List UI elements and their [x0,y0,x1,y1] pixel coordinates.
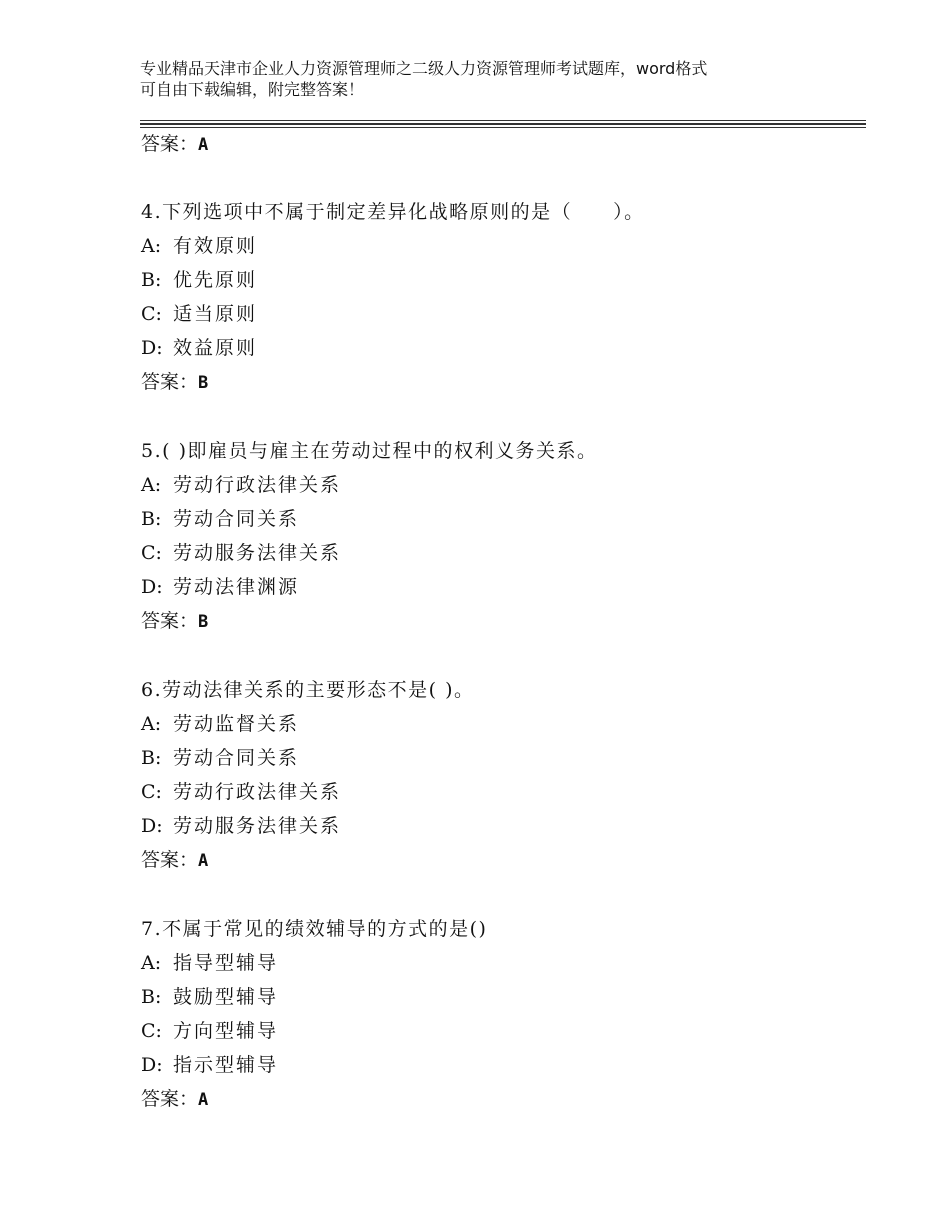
question-5 [141,439,861,643]
option-d [141,1053,861,1087]
option-text: 鼓励型辅导 [173,986,279,1008]
question-answer [141,609,861,643]
answer-label: 答案： [141,1088,199,1110]
option-c [141,302,861,336]
option-key: C: [141,542,162,564]
option-text: 劳动服务法律关系 [173,542,342,564]
option-key: A: [141,235,162,257]
option-a [141,951,861,985]
option-key: B: [141,747,162,769]
option-key: A: [141,713,162,735]
option-c [141,1019,861,1053]
option-key: B: [141,269,162,291]
option-c [141,541,861,575]
option-d [141,336,861,370]
option-a [141,712,861,746]
question-text: 4.下列选项中不属于制定差异化战略原则的是（ ）。 [141,201,645,223]
option-text: 劳动服务法律关系 [173,815,342,837]
option-text: 优先原则 [173,269,258,291]
answer-value: B [198,612,209,632]
question-answer [141,370,861,404]
header-line-1: 专业精品天津市企业人力资源管理师之二级人力资源管理师考试题库，word格式 [140,59,708,78]
option-c [141,780,861,814]
question-6 [141,678,861,882]
option-text: 劳动法律渊源 [173,576,300,598]
previous-answer [141,132,208,157]
header-divider-top [140,120,866,121]
option-text: 效益原则 [173,337,258,359]
option-key: C: [141,1020,162,1042]
option-text: 适当原则 [173,303,258,325]
option-d [141,814,861,848]
option-b [141,268,861,302]
question-text: 7.不属于常见的绩效辅导的方式的是() [141,918,488,940]
option-key: C: [141,781,162,803]
header-divider-bottom [140,127,866,128]
header-divider-middle [140,123,866,125]
option-text: 指示型辅导 [173,1054,279,1076]
answer-value: A [198,1090,209,1110]
option-key: B: [141,508,162,530]
question-7 [141,917,861,1121]
option-key: C: [141,303,162,325]
option-text: 劳动合同关系 [173,747,300,769]
option-text: 指导型辅导 [173,952,279,974]
option-text: 劳动行政法律关系 [173,781,342,803]
document-header [140,58,840,100]
header-line-2: 可自由下载编辑，附完整答案！ [140,80,365,99]
option-a [141,234,861,268]
option-key: B: [141,986,162,1008]
question-answer [141,1087,861,1121]
answer-value: A [198,135,209,155]
option-text: 劳动合同关系 [173,508,300,530]
option-key: D: [141,1054,163,1076]
question-answer [141,848,861,882]
question-text: 6.劳动法律关系的主要形态不是( )。 [141,679,475,701]
option-key: D: [141,576,163,598]
answer-value: B [198,373,209,393]
answer-label: 答案： [141,849,199,871]
answer-label: 答案： [141,610,199,632]
option-key: D: [141,337,163,359]
answer-value: A [198,851,209,871]
answer-label: 答案： [141,371,199,393]
option-key: A: [141,952,162,974]
option-key: A: [141,474,162,496]
option-b [141,746,861,780]
option-b [141,507,861,541]
option-text: 劳动监督关系 [173,713,300,735]
option-text: 有效原则 [173,235,258,257]
answer-label: 答案： [141,133,199,155]
option-key: D: [141,815,163,837]
question-text: 5.( )即雇员与雇主在劳动过程中的权利义务关系。 [141,440,598,462]
option-text: 劳动行政法律关系 [173,474,342,496]
option-b [141,985,861,1019]
option-d [141,575,861,609]
option-text: 方向型辅导 [173,1020,279,1042]
option-a [141,473,861,507]
question-4 [141,200,861,404]
